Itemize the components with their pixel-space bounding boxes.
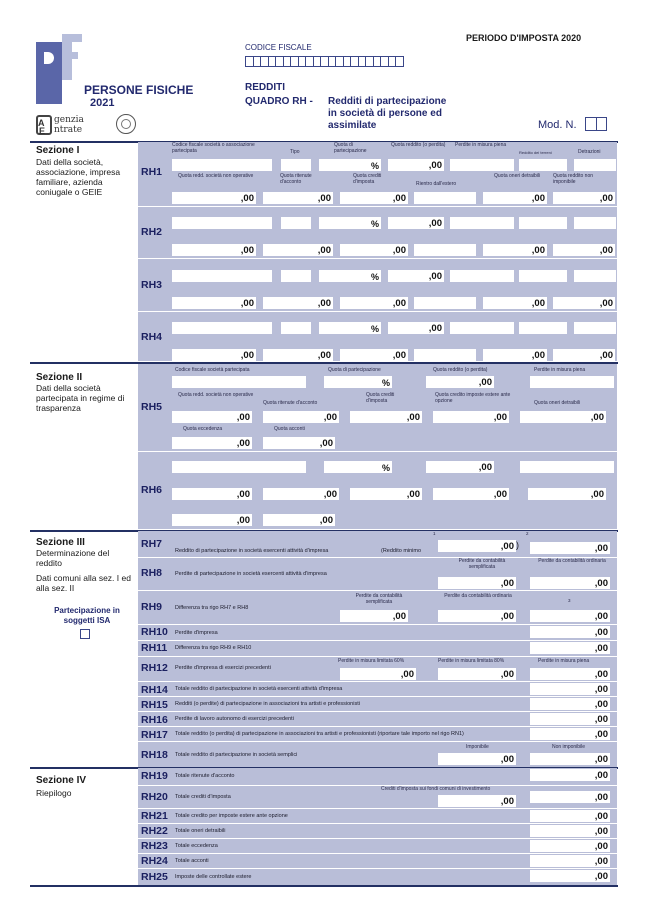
- section-2-desc: Dati della società partecipata in regime di trasparenza: [36, 383, 125, 413]
- rh5-perdite-input[interactable]: [530, 376, 614, 388]
- rh3-ritenute-input[interactable]: ,00: [263, 297, 333, 309]
- rh5-h4: Quota reddito (o perdita): [433, 367, 488, 373]
- rh2-crediti-input[interactable]: ,00: [340, 244, 408, 256]
- codice-fiscale-input[interactable]: [245, 54, 425, 66]
- rh14-input[interactable]: ,00: [530, 683, 610, 695]
- row-label-rh24: RH24: [141, 855, 168, 867]
- rh4-crediti-input[interactable]: ,00: [340, 349, 408, 361]
- codice-fiscale-label: CODICE FISCALE: [245, 43, 312, 52]
- rh4-redd-non-op-input[interactable]: ,00: [172, 349, 256, 361]
- redditi-label: REDDITI: [245, 82, 285, 93]
- section-3-desc-1: Determinazione del reddito: [36, 548, 110, 568]
- rh11-desc: Differenza tra rigo RH9 e RH10: [175, 645, 252, 651]
- rh5-h9: Quota ritenute d'acconto: [263, 400, 318, 406]
- rh3-rientro-input[interactable]: [414, 297, 476, 309]
- rh3-non-imp-input[interactable]: ,00: [553, 297, 615, 309]
- rh1-rientro-input[interactable]: [414, 192, 476, 204]
- rh5-acconti-input[interactable]: ,00: [263, 437, 335, 449]
- rh20-desc: Totale crediti d'imposta: [175, 794, 231, 800]
- row-label-rh21: RH21: [141, 810, 168, 822]
- rh1-perdite-input[interactable]: [450, 159, 514, 171]
- rh4-rientro-input[interactable]: [414, 349, 476, 361]
- rh5-ritenute-input[interactable]: ,00: [263, 411, 339, 423]
- row-label-rh17: RH17: [141, 729, 168, 741]
- rh2-detrazioni-input[interactable]: [574, 217, 616, 229]
- rh3-quota-reddito-input[interactable]: ,00: [388, 270, 444, 282]
- rh16-desc: Perdite di lavoro autonomo di esercizi precedenti: [175, 716, 294, 722]
- rh2-terreni-input[interactable]: [519, 217, 567, 229]
- rh12-input-1[interactable]: ,00: [340, 668, 416, 680]
- persone-fisiche-title: PERSONE FISICHE: [84, 83, 194, 97]
- section-4-title: Sezione IV: [36, 775, 87, 786]
- rh5-quota-reddito-input[interactable]: ,00: [426, 376, 494, 388]
- row-label-rh20: RH20: [141, 791, 168, 803]
- rh1-non-imp-input[interactable]: ,00: [553, 192, 615, 204]
- rh20-input-1[interactable]: ,00: [438, 795, 516, 807]
- rh20-input-2[interactable]: ,00: [530, 791, 610, 803]
- rh2-codice-input[interactable]: [172, 217, 272, 229]
- rh24-input[interactable]: ,00: [530, 855, 610, 867]
- row-label-rh3: RH3: [141, 279, 163, 291]
- row-label-rh22: RH22: [141, 825, 168, 837]
- rh12-c1: Perdite in misura limitata 60%: [338, 658, 405, 664]
- rh9-c2: Perdite da contabilità ordinaria: [444, 593, 512, 599]
- rh11-input[interactable]: ,00: [530, 642, 610, 654]
- rh3-codice-input[interactable]: [172, 270, 272, 282]
- section-3-title: Sezione III: [36, 537, 85, 548]
- rh5-h8: Quota redd. società non operative: [178, 392, 254, 398]
- rh12-input-3[interactable]: ,00: [530, 668, 610, 680]
- rh4-perdite-input[interactable]: [450, 322, 514, 334]
- mod-n-label: Mod. N.: [538, 119, 577, 131]
- rh1-h5: Perdite in misura piena: [455, 142, 507, 148]
- row-label-rh14: RH14: [141, 684, 168, 696]
- rh16-input[interactable]: ,00: [530, 713, 610, 725]
- rh2-rientro-input[interactable]: [414, 244, 476, 256]
- rh1-h6: Reddito dei terreni: [519, 150, 552, 155]
- rh2-ritenute-input[interactable]: ,00: [263, 244, 333, 256]
- rh3-oneri-input[interactable]: ,00: [483, 297, 547, 309]
- rh5-h5: Perdite in misura piena: [534, 367, 586, 373]
- rh6-credito-estere-input[interactable]: ,00: [433, 488, 509, 500]
- rh5-codice-input[interactable]: [172, 376, 306, 388]
- rh1-redd-non-op-input[interactable]: ,00: [172, 192, 256, 204]
- rh8-c2: Perdite da contabilità ordinaria: [538, 558, 606, 564]
- rh12-c2: Perdite in misura limitata 80%: [438, 658, 505, 664]
- rh1-crediti-input[interactable]: ,00: [340, 192, 408, 204]
- rh5-h10: Quota crediti d'imposta: [366, 392, 395, 404]
- rh5-quota-part-input[interactable]: %: [324, 376, 392, 388]
- row-label-rh6: RH6: [141, 484, 163, 496]
- rh4-non-imp-input[interactable]: ,00: [553, 349, 615, 361]
- rh7-input-2[interactable]: ,00: [530, 542, 610, 554]
- rh4-ritenute-input[interactable]: ,00: [263, 349, 333, 361]
- bottom-divider: [30, 885, 618, 887]
- row-label-rh4: RH4: [141, 331, 163, 343]
- quadro-title: QUADRO RH -: [245, 96, 313, 107]
- rh3-redd-non-op-input[interactable]: ,00: [172, 297, 256, 309]
- rh1-h11: Rientro dall'estero: [416, 181, 457, 187]
- rh22-input[interactable]: ,00: [530, 825, 610, 837]
- rh1-h10: Quota crediti d'imposta: [353, 173, 382, 185]
- rh6-redd-non-op-input[interactable]: ,00: [172, 488, 252, 500]
- isa-checkbox[interactable]: [80, 629, 90, 639]
- rh4-tipo-input[interactable]: [281, 322, 311, 334]
- rh1-ritenute-input[interactable]: ,00: [263, 192, 333, 204]
- rh6-crediti-input[interactable]: ,00: [350, 488, 422, 500]
- rh3-perdite-input[interactable]: [450, 270, 514, 282]
- rh4-oneri-input[interactable]: ,00: [483, 349, 547, 361]
- section-3-desc-2: Dati comuni alla sez. I ed alla sez. II: [36, 573, 131, 593]
- section-2-title: Sezione II: [36, 372, 83, 383]
- section-4-desc: Riepilogo: [36, 788, 72, 798]
- rh15-input[interactable]: ,00: [530, 698, 610, 710]
- rh23-input[interactable]: ,00: [530, 840, 610, 852]
- rh2-quota-reddito-input[interactable]: ,00: [388, 217, 444, 229]
- rh4-quota-reddito-input[interactable]: ,00: [388, 322, 444, 334]
- rh2-oneri-input[interactable]: ,00: [483, 244, 547, 256]
- rh1-terreni-input[interactable]: [519, 159, 567, 171]
- rh17-desc: Totale reddito (o perdita) di partecipazione in associazioni tra artisti e professionisti (riportare tale importo nel rigo RN1): [175, 731, 464, 737]
- rh1-detrazioni-input[interactable]: [574, 159, 616, 171]
- rh4-quota-part-input[interactable]: %: [319, 322, 381, 334]
- rh18-input-2[interactable]: ,00: [530, 753, 610, 765]
- row-label-rh2: RH2: [141, 226, 163, 238]
- rh22-desc: Totale oneri detraibili: [175, 828, 226, 834]
- rh9-input-1[interactable]: ,00: [340, 610, 408, 622]
- row-label-rh8: RH8: [141, 567, 163, 579]
- rh6-quota-part-input[interactable]: %: [324, 461, 392, 473]
- rh9-input-3[interactable]: ,00: [530, 610, 610, 622]
- year: 2021: [90, 97, 115, 109]
- rh2-non-imp-input[interactable]: ,00: [553, 244, 615, 256]
- row-label-rh11: RH11: [141, 642, 168, 654]
- row-label-rh12: RH12: [141, 662, 168, 674]
- rh1-oneri-input[interactable]: ,00: [483, 192, 547, 204]
- quadro-desc-2: in società di persone ed: [328, 108, 442, 119]
- rh5-oneri-input[interactable]: ,00: [520, 411, 606, 423]
- rh5-h11: Quota credito imposte estere ante opzione: [435, 392, 511, 404]
- rh9-input-2[interactable]: ,00: [438, 610, 516, 622]
- isa-label: Partecipazione in soggetti ISA: [54, 606, 120, 625]
- rh18-input-1[interactable]: ,00: [438, 753, 516, 765]
- row-label-rh15: RH15: [141, 699, 168, 711]
- rh12-input-2[interactable]: ,00: [438, 668, 516, 680]
- row-label-rh1: RH1: [141, 166, 163, 178]
- row-label-rh16: RH16: [141, 714, 168, 726]
- rh6-perdite-input[interactable]: [520, 461, 614, 473]
- rh7-input-1[interactable]: ,00: [438, 540, 516, 552]
- periodo-imposta: PERIODO D'IMPOSTA 2020: [466, 33, 582, 43]
- rh21-desc: Totale credito per imposte estere ante opzione: [175, 813, 288, 819]
- rh15-desc: Redditi (o perdite) di partecipazione in associazioni tra artisti e professionisti: [175, 701, 360, 707]
- rh18-c2: Non imponibile: [552, 744, 586, 750]
- section-1-title: Sezione I: [36, 145, 80, 156]
- quadro-desc-1: Redditi di partecipazione: [328, 96, 447, 107]
- rh6-quota-reddito-input[interactable]: ,00: [426, 461, 494, 473]
- rh8-input-1[interactable]: ,00: [438, 577, 516, 589]
- rh1-h3: Quota di partecipazione: [334, 142, 367, 154]
- row-label-rh7: RH7: [141, 538, 163, 550]
- rh7-note: (Reddito minimo: [381, 548, 422, 554]
- row-label-rh5: RH5: [141, 401, 163, 413]
- rh1-codice-input[interactable]: [172, 159, 272, 171]
- rh9-c1: Perdite da contabilità semplificata: [355, 593, 403, 605]
- quadro-desc-3: assimilate: [328, 120, 377, 131]
- row-label-rh18: RH18: [141, 749, 168, 761]
- rh20-c1: Crediti d'imposta sui fondi comuni di investimento: [381, 786, 491, 792]
- rh17-input[interactable]: ,00: [530, 728, 610, 740]
- rh12-desc: Perdite d'impresa di esercizi precedenti: [175, 665, 271, 671]
- rh25-input[interactable]: ,00: [530, 870, 610, 882]
- rh2-quota-part-input[interactable]: %: [319, 217, 381, 229]
- rh5-h1: Codice fiscale società partecipata: [175, 367, 250, 373]
- rh1-h8: Quota redd. società non operative: [178, 173, 254, 179]
- row-label-rh23: RH23: [141, 840, 168, 852]
- rh8-input-2[interactable]: ,00: [530, 577, 610, 589]
- rh4-detrazioni-input[interactable]: [574, 322, 616, 334]
- rh18-c1: Imponibile: [466, 744, 489, 750]
- rh1-h2: Tipo: [290, 149, 300, 155]
- rh2-tipo-input[interactable]: [281, 217, 311, 229]
- section-1-desc: Dati della società, associazione, impresa familiare, azienda coniugale o GEIE: [36, 157, 121, 197]
- rh18-desc: Totale reddito di partecipazione in società semplici: [175, 752, 298, 758]
- rh1-h13: Quota reddito non imponibile: [553, 173, 594, 185]
- rh8-desc: Perdite di partecipazione in società esercenti attività d'impresa: [175, 571, 327, 577]
- rh6-eccedenza-input[interactable]: ,00: [172, 514, 252, 526]
- rh3-quota-part-input[interactable]: %: [319, 270, 381, 282]
- agenzia-entrate-logo: A genzia E ntrate: [36, 113, 136, 137]
- rh6-codice-input[interactable]: [172, 461, 306, 473]
- rh5-h12: Quota oneri detraibili: [534, 400, 581, 406]
- rh2-perdite-input[interactable]: [450, 217, 514, 229]
- rh1-h9: Quota ritenute d'acconto: [280, 173, 312, 185]
- row-label-rh19: RH19: [141, 770, 168, 782]
- rh5-redd-non-op-input[interactable]: ,00: [172, 411, 252, 423]
- rh5-h14: Quota acconti: [274, 426, 305, 432]
- rh19-input[interactable]: ,00: [530, 769, 610, 781]
- rh1-h4: Quota reddito (o perdita): [391, 142, 446, 148]
- rh7-desc: Reddito di partecipazione in società esercenti attività d'impresa: [175, 548, 329, 554]
- rh1-h7: Detrazioni: [578, 149, 601, 155]
- rh23-desc: Totale eccedenza: [175, 843, 218, 849]
- rh3-crediti-input[interactable]: ,00: [340, 297, 408, 309]
- rh5-credito-estere-input[interactable]: ,00: [433, 411, 509, 423]
- rh4-codice-input[interactable]: [172, 322, 272, 334]
- rh6-acconti-input[interactable]: ,00: [263, 514, 335, 526]
- rh3-terreni-input[interactable]: [519, 270, 567, 282]
- rh1-tipo-input[interactable]: [281, 159, 311, 171]
- row-label-rh10: RH10: [141, 626, 168, 638]
- rh5-crediti-input[interactable]: ,00: [350, 411, 422, 423]
- rh21-input[interactable]: ,00: [530, 810, 610, 822]
- pf-logo: [36, 34, 82, 108]
- rh2-redd-non-op-input[interactable]: ,00: [172, 244, 256, 256]
- rh1-h1: Codice fiscale società o associazione partecipata: [172, 142, 255, 154]
- rh5-h3: Quota di partecipazione: [328, 367, 381, 373]
- mod-n-input[interactable]: [585, 117, 607, 131]
- rh8-c1: Perdite da contabilità semplificata: [458, 558, 506, 570]
- rh6-oneri-input[interactable]: ,00: [528, 488, 606, 500]
- rh5-h13: Quota eccedenza: [183, 426, 223, 432]
- rh5-eccedenza-input[interactable]: ,00: [172, 437, 252, 449]
- rh10-desc: Perdite d'impresa: [175, 630, 218, 636]
- rh24-desc: Totale acconti: [175, 858, 209, 864]
- row-label-rh9: RH9: [141, 601, 163, 613]
- rh12-c3: Perdite in misura piena: [538, 658, 590, 664]
- rh6-ritenute-input[interactable]: ,00: [263, 488, 339, 500]
- rh1-quota-reddito-input[interactable]: ,00: [388, 159, 444, 171]
- row-label-rh25: RH25: [141, 871, 168, 883]
- rh1-quota-part-input[interactable]: %: [319, 159, 381, 171]
- rh19-desc: Totale ritenute d'acconto: [175, 773, 235, 779]
- rh9-desc: Differenza tra rigo RH7 e RH8: [175, 605, 249, 611]
- rh3-detrazioni-input[interactable]: [574, 270, 616, 282]
- rh14-desc: Totale reddito di partecipazione in società esercenti attività d'impresa: [175, 686, 343, 692]
- rh1-h12: Quota oneri detraibili: [494, 173, 541, 179]
- rh4-terreni-input[interactable]: [519, 322, 567, 334]
- rh3-tipo-input[interactable]: [281, 270, 311, 282]
- rh10-input[interactable]: ,00: [530, 626, 610, 638]
- rh25-desc: Imposte delle controllate estere: [175, 874, 252, 880]
